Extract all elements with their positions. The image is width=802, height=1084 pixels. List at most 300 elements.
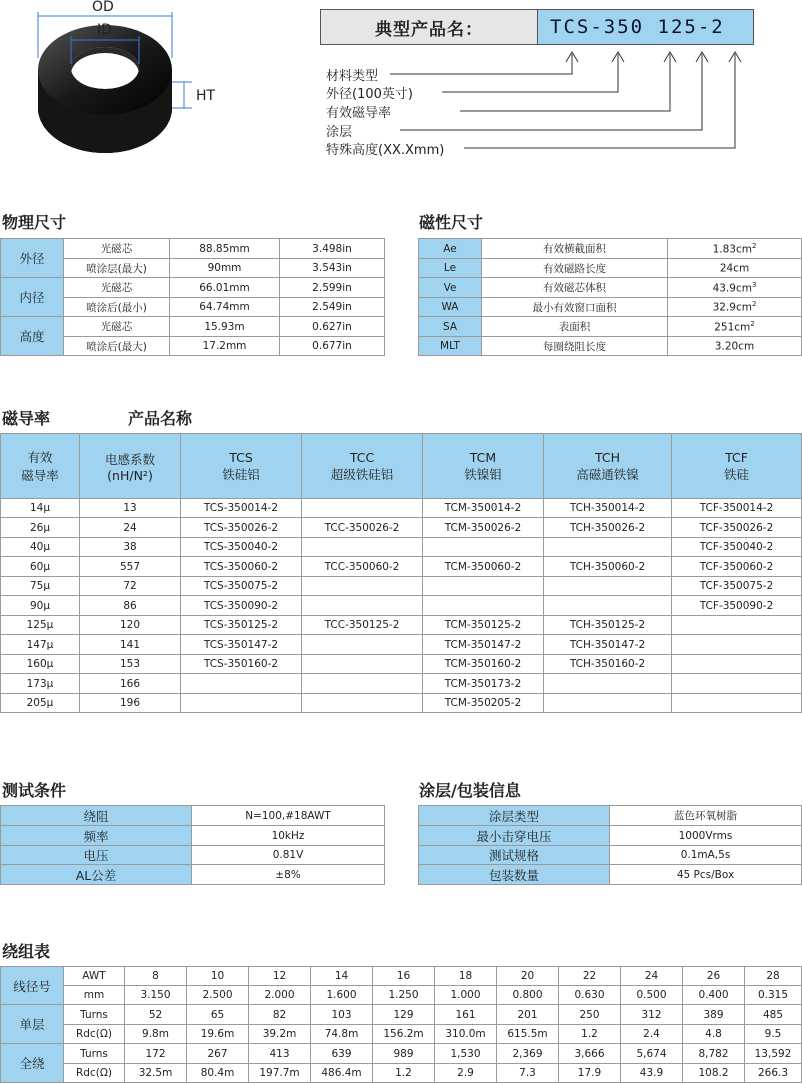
table-cell: 389 (683, 1005, 745, 1025)
perm-table (0, 433, 802, 713)
table-cell: 4.8 (683, 1025, 745, 1044)
table-row (1, 616, 802, 635)
header-line: 铁硅 (723, 466, 749, 482)
part-name-code: TCS-350 125-2 (538, 10, 753, 44)
part-number-cell (672, 655, 802, 674)
product-name-title: 产品名称 (128, 409, 193, 428)
table-cell: 66.01mm (170, 278, 280, 298)
part-number-cell: TCM-350125-2 (423, 616, 544, 635)
table-row (1, 518, 802, 538)
table-row (1, 986, 802, 1005)
perm-value-cell: 147μ (1, 635, 80, 655)
header-line: TCS (229, 449, 253, 465)
table-cell: 1.2 (559, 1025, 621, 1044)
perm-header-row (1, 434, 802, 499)
toroid-diagram (0, 0, 240, 170)
table-cell: MLT (419, 337, 482, 356)
magnetic-unit-exponent: 3 (751, 280, 757, 289)
table-cell: 2.4 (621, 1025, 683, 1044)
table-row (419, 826, 802, 846)
table-row (1, 826, 385, 846)
legend-coating: 涂层 (326, 125, 353, 140)
inductance-cell: 24 (80, 518, 181, 538)
table-cell: 64.74mm (170, 298, 280, 317)
part-name-box (320, 9, 754, 45)
table-cell: 24 (621, 967, 683, 986)
table-cell: 74.8m (311, 1025, 373, 1044)
table-row (1, 694, 802, 713)
perm-value-cell: 173μ (1, 674, 80, 694)
table-cell: 9.5 (745, 1025, 802, 1044)
table-cell: 频率 (1, 826, 192, 846)
table-cell: 0.500 (621, 986, 683, 1005)
table-cell: Ae (419, 239, 482, 259)
header-line: TCM (469, 449, 497, 465)
part-number-cell: TCF-350040-2 (672, 538, 802, 557)
part-number-cell (672, 635, 802, 655)
table-cell: 喷涂后(最小) (64, 298, 170, 317)
table-cell: 156.2m (373, 1025, 435, 1044)
perm-value-cell: 14μ (1, 499, 80, 518)
part-number-cell: TCM-350060-2 (423, 557, 544, 577)
part-number-cell (302, 655, 423, 674)
table-cell: 52 (125, 1005, 187, 1025)
table-row (419, 259, 802, 278)
inductance-cell: 72 (80, 577, 181, 596)
table-cell: 2.000 (249, 986, 311, 1005)
table-cell: 0.800 (497, 986, 559, 1005)
table-row (1, 596, 802, 616)
table-row (1, 1005, 802, 1025)
table-cell: 1,530 (435, 1044, 497, 1064)
magnetic-value: 43.9cm (712, 282, 752, 295)
winding-row-label: Rdc(Ω) (64, 1064, 125, 1083)
table-cell (668, 337, 802, 356)
table-row (1, 865, 385, 885)
part-number-cell (302, 674, 423, 694)
table-cell: AL公差 (1, 865, 192, 885)
table-cell: Ve (419, 278, 482, 298)
table-cell: 蓝色环氧树脂 (610, 806, 802, 826)
table-cell: 10kHz (192, 826, 385, 846)
part-number-cell (672, 694, 802, 713)
part-number-cell: TCS-350160-2 (181, 655, 302, 674)
part-number-cell (544, 596, 672, 616)
header-line: 有效 (27, 450, 53, 465)
table-row (1, 577, 802, 596)
test-table (0, 805, 385, 885)
table-cell: 3,666 (559, 1044, 621, 1064)
magnetic-unit-exponent: 2 (750, 319, 755, 328)
table-cell (668, 259, 802, 278)
part-number-cell: TCH-350060-2 (544, 557, 672, 577)
table-cell: N=100,#18AWT (192, 806, 385, 826)
winding-group-name: 线径号 (1, 967, 64, 1005)
table-row (1, 317, 385, 337)
header-line: 磁导率 (21, 468, 59, 483)
part-number-cell: TCM-350014-2 (423, 499, 544, 518)
part-number-cell: TCF-350014-2 (672, 499, 802, 518)
table-row (419, 865, 802, 885)
table-cell: 涂层类型 (419, 806, 610, 826)
table-cell: 光磁芯 (64, 239, 170, 259)
part-number-cell (302, 596, 423, 616)
table-cell: 17.9 (559, 1064, 621, 1083)
magnetic-value: 3.20cm (714, 340, 755, 353)
table-cell: 90mm (170, 259, 280, 278)
table-cell: 最小击穿电压 (419, 826, 610, 846)
header-line: TCH (594, 449, 621, 465)
legend-height: 特殊高度(XX.Xmm) (326, 143, 445, 158)
inductance-cell: 86 (80, 596, 181, 616)
perm-value-cell: 26μ (1, 518, 80, 538)
table-row (419, 806, 802, 826)
part-number-cell (181, 694, 302, 713)
table-row (1, 967, 802, 986)
part-number-cell: TCS-350060-2 (181, 557, 302, 577)
magnetic-unit-exponent: 2 (751, 241, 757, 250)
part-number-cell: TCS-350040-2 (181, 538, 302, 557)
table-cell: 15.93m (170, 317, 280, 337)
table-cell: 3.543in (280, 259, 385, 278)
table-cell: 最小有效窗口面积 (482, 298, 668, 317)
part-number-cell: TCH-350125-2 (544, 616, 672, 635)
part-number-cell (302, 635, 423, 655)
table-row (1, 674, 802, 694)
table-cell: 表面积 (482, 317, 668, 337)
header-line: 铁硅铝 (222, 466, 260, 482)
inductance-cell: 13 (80, 499, 181, 518)
legend-material: 材料类型 (326, 69, 379, 84)
table-cell: 3.150 (125, 986, 187, 1005)
header-cell (544, 434, 672, 499)
part-number-cell (544, 674, 672, 694)
table-cell: 18 (435, 967, 497, 986)
header-line: 电感系数 (104, 451, 155, 467)
table-cell: 16 (373, 967, 435, 986)
part-number-cell: TCC-350060-2 (302, 557, 423, 577)
table-cell: 1.250 (373, 986, 435, 1005)
physical-group-name: 外径 (1, 239, 64, 278)
part-number-cell (423, 577, 544, 596)
table-cell: 45 Pcs/Box (610, 865, 802, 885)
table-cell: 20 (497, 967, 559, 986)
header-line: TCC (349, 449, 375, 465)
perm-value-cell: 125μ (1, 616, 80, 635)
table-row (1, 846, 385, 865)
table-cell (668, 317, 802, 337)
magnetic-unit-exponent: 2 (751, 300, 757, 309)
table-cell: 0.677in (280, 337, 385, 356)
table-cell: 0.315 (745, 986, 802, 1005)
coating-title: 涂层/包装信息 (419, 781, 521, 800)
winding-table (0, 966, 802, 1083)
table-cell: 197.7m (249, 1064, 311, 1083)
inductance-cell: 120 (80, 616, 181, 635)
perm-value-cell: 205μ (1, 694, 80, 713)
header-cell (423, 434, 544, 499)
table-row (419, 846, 802, 865)
table-cell: ±8% (192, 865, 385, 885)
table-cell: 639 (311, 1044, 373, 1064)
table-cell: 2.599in (280, 278, 385, 298)
magnetic-value: 24cm (719, 262, 750, 275)
od-label: OD (92, 0, 114, 15)
part-number-cell (672, 616, 802, 635)
table-cell: 65 (187, 1005, 249, 1025)
header-cell (1, 434, 80, 499)
magnetic-title: 磁性尺寸 (419, 213, 484, 232)
table-cell: Le (419, 259, 482, 278)
table-cell: 267 (187, 1044, 249, 1064)
part-number-cell (672, 674, 802, 694)
part-number-cell (544, 694, 672, 713)
header-line: (nH/N²) (107, 467, 153, 483)
table-row (1, 1064, 802, 1083)
physical-group-name: 高度 (1, 317, 64, 356)
table-cell: 测试规格 (419, 846, 610, 865)
table-cell: 14 (311, 967, 373, 986)
table-cell: 43.9 (621, 1064, 683, 1083)
header-line: 铁镍钼 (464, 466, 502, 482)
part-number-cell (181, 674, 302, 694)
part-number-cell: TCH-350014-2 (544, 499, 672, 518)
magnetic-value: 1.83cm (712, 243, 752, 256)
table-cell: 2,369 (497, 1044, 559, 1064)
id-label: ID (97, 22, 112, 38)
table-cell: 172 (125, 1044, 187, 1064)
winding-group-name: 单层 (1, 1005, 64, 1044)
table-row (1, 557, 802, 577)
magnetic-table (418, 238, 802, 356)
part-number-cell: TCS-350125-2 (181, 616, 302, 635)
table-cell: 615.5m (497, 1025, 559, 1044)
table-cell: 5,674 (621, 1044, 683, 1064)
table-cell: 2.500 (187, 986, 249, 1005)
table-cell: 0.630 (559, 986, 621, 1005)
table-row (1, 278, 385, 298)
physical-title: 物理尺寸 (2, 213, 67, 232)
table-cell: 12 (249, 967, 311, 986)
part-number-cell: TCF-350090-2 (672, 596, 802, 616)
coating-table (418, 805, 802, 885)
table-cell: 绕阻 (1, 806, 192, 826)
part-number-cell (544, 538, 672, 557)
winding-row-label: Turns (64, 1044, 125, 1064)
table-row (419, 239, 802, 259)
table-cell: 包装数量 (419, 865, 610, 885)
inductance-cell: 141 (80, 635, 181, 655)
inductance-cell: 196 (80, 694, 181, 713)
part-number-cell: TCM-350160-2 (423, 655, 544, 674)
perm-value-cell: 40μ (1, 538, 80, 557)
table-cell: 1000Vrms (610, 826, 802, 846)
table-cell: 22 (559, 967, 621, 986)
part-number-cell: TCF-350026-2 (672, 518, 802, 538)
table-cell: 32.5m (125, 1064, 187, 1083)
winding-row-label: AWT (64, 967, 125, 986)
perm-value-cell: 60μ (1, 557, 80, 577)
legend-perm: 有效磁导率 (326, 106, 392, 121)
table-row (1, 635, 802, 655)
table-cell: 266.3 (745, 1064, 802, 1083)
part-number-cell: TCS-350147-2 (181, 635, 302, 655)
table-cell: 有效磁路长度 (482, 259, 668, 278)
table-cell: 0.400 (683, 986, 745, 1005)
part-number-cell (302, 538, 423, 557)
physical-group-name: 内径 (1, 278, 64, 317)
table-cell: 2.9 (435, 1064, 497, 1083)
physical-table (0, 238, 385, 356)
part-number-cell: TCH-350160-2 (544, 655, 672, 674)
table-cell: 喷涂层(最大) (64, 259, 170, 278)
winding-row-label: Rdc(Ω) (64, 1025, 125, 1044)
table-cell: SA (419, 317, 482, 337)
inductance-cell: 166 (80, 674, 181, 694)
table-row (1, 655, 802, 674)
table-row (419, 337, 802, 356)
perm-value-cell: 75μ (1, 577, 80, 596)
perm-body (1, 499, 802, 713)
part-number-cell: TCS-350014-2 (181, 499, 302, 518)
part-name-label: 典型产品名： (321, 10, 538, 44)
part-number-cell: TCH-350147-2 (544, 635, 672, 655)
table-cell: 3.498in (280, 239, 385, 259)
table-cell: 250 (559, 1005, 621, 1025)
table-cell: 8 (125, 967, 187, 986)
table-cell: 161 (435, 1005, 497, 1025)
part-number-cell: TCS-350075-2 (181, 577, 302, 596)
part-number-cell (544, 577, 672, 596)
table-cell (668, 298, 802, 317)
part-number-cell (302, 499, 423, 518)
table-cell: 312 (621, 1005, 683, 1025)
perm-value-cell: 160μ (1, 655, 80, 674)
part-number-cell (423, 596, 544, 616)
part-number-cell: TCM-350026-2 (423, 518, 544, 538)
table-cell: 129 (373, 1005, 435, 1025)
table-cell: 486.4m (311, 1064, 373, 1083)
part-number-cell: TCS-350026-2 (181, 518, 302, 538)
table-cell: 0.1mA,5s (610, 846, 802, 865)
table-cell: 1.000 (435, 986, 497, 1005)
table-row (1, 806, 385, 826)
table-cell: 310.0m (435, 1025, 497, 1044)
magnetic-value: 32.9cm (712, 301, 752, 314)
table-cell: 1.2 (373, 1064, 435, 1083)
inductance-cell: 557 (80, 557, 181, 577)
table-cell (668, 239, 802, 259)
table-cell: 0.81V (192, 846, 385, 865)
table-cell: 7.3 (497, 1064, 559, 1083)
magnetic-value: 251cm (714, 321, 751, 334)
winding-row-label: mm (64, 986, 125, 1005)
table-cell: 989 (373, 1044, 435, 1064)
table-cell: WA (419, 298, 482, 317)
table-cell: 201 (497, 1005, 559, 1025)
table-cell: 108.2 (683, 1064, 745, 1083)
ht-label: HT (196, 88, 216, 104)
table-cell: 13,592 (745, 1044, 802, 1064)
table-cell: 39.2m (249, 1025, 311, 1044)
part-number-cell: TCF-350060-2 (672, 557, 802, 577)
table-cell: 2.549in (280, 298, 385, 317)
table-cell (668, 278, 802, 298)
part-number-cell (423, 538, 544, 557)
table-cell: 10 (187, 967, 249, 986)
part-number-cell: TCH-350026-2 (544, 518, 672, 538)
table-row (1, 1044, 802, 1064)
table-cell: 1.600 (311, 986, 373, 1005)
part-number-cell: TCC-350125-2 (302, 616, 423, 635)
table-cell: 每圈绕阻长度 (482, 337, 668, 356)
table-row (419, 298, 802, 317)
table-cell: 有效磁芯体积 (482, 278, 668, 298)
header-line: 超级铁硅铝 (330, 466, 394, 482)
inductance-cell: 38 (80, 538, 181, 557)
part-number-cell: TCF-350075-2 (672, 577, 802, 596)
table-row (419, 278, 802, 298)
table-cell: 82 (249, 1005, 311, 1025)
perm-title: 磁导率 (2, 409, 51, 428)
table-cell: 88.85mm (170, 239, 280, 259)
header-line: TCF (725, 449, 748, 465)
header-line: 高磁通铁镍 (576, 466, 639, 482)
table-cell: 485 (745, 1005, 802, 1025)
winding-title: 绕组表 (2, 942, 51, 961)
perm-value-cell: 90μ (1, 596, 80, 616)
table-cell: 9.8m (125, 1025, 187, 1044)
table-cell: 0.627in (280, 317, 385, 337)
table-cell: 80.4m (187, 1064, 249, 1083)
winding-row-label: Turns (64, 1005, 125, 1025)
table-cell: 26 (683, 967, 745, 986)
header-cell (181, 434, 302, 499)
part-number-cell: TCS-350090-2 (181, 596, 302, 616)
table-cell: 103 (311, 1005, 373, 1025)
table-cell: 28 (745, 967, 802, 986)
table-cell: 17.2mm (170, 337, 280, 356)
table-row (1, 1025, 802, 1044)
header-cell (302, 434, 423, 499)
table-cell: 413 (249, 1044, 311, 1064)
table-cell: 喷涂后(最大) (64, 337, 170, 356)
legend-od: 外径(100英寸) (326, 87, 413, 102)
part-number-cell (302, 577, 423, 596)
table-cell: 19.6m (187, 1025, 249, 1044)
table-cell: 光磁芯 (64, 278, 170, 298)
table-cell: 有效横截面积 (482, 239, 668, 259)
table-row (419, 317, 802, 337)
part-number-cell: TCM-350173-2 (423, 674, 544, 694)
table-cell: 8,782 (683, 1044, 745, 1064)
table-cell: 光磁芯 (64, 317, 170, 337)
winding-group-name: 全绕 (1, 1044, 64, 1083)
part-number-cell: TCM-350205-2 (423, 694, 544, 713)
part-number-cell (302, 694, 423, 713)
winding-body (1, 967, 802, 1083)
table-row (1, 499, 802, 518)
header-cell (672, 434, 802, 499)
header-cell (80, 434, 181, 499)
part-number-cell: TCM-350147-2 (423, 635, 544, 655)
test-title: 测试条件 (2, 781, 67, 800)
part-number-cell: TCC-350026-2 (302, 518, 423, 538)
inductance-cell: 153 (80, 655, 181, 674)
table-row (1, 538, 802, 557)
table-row (1, 239, 385, 259)
table-cell: 电压 (1, 846, 192, 865)
